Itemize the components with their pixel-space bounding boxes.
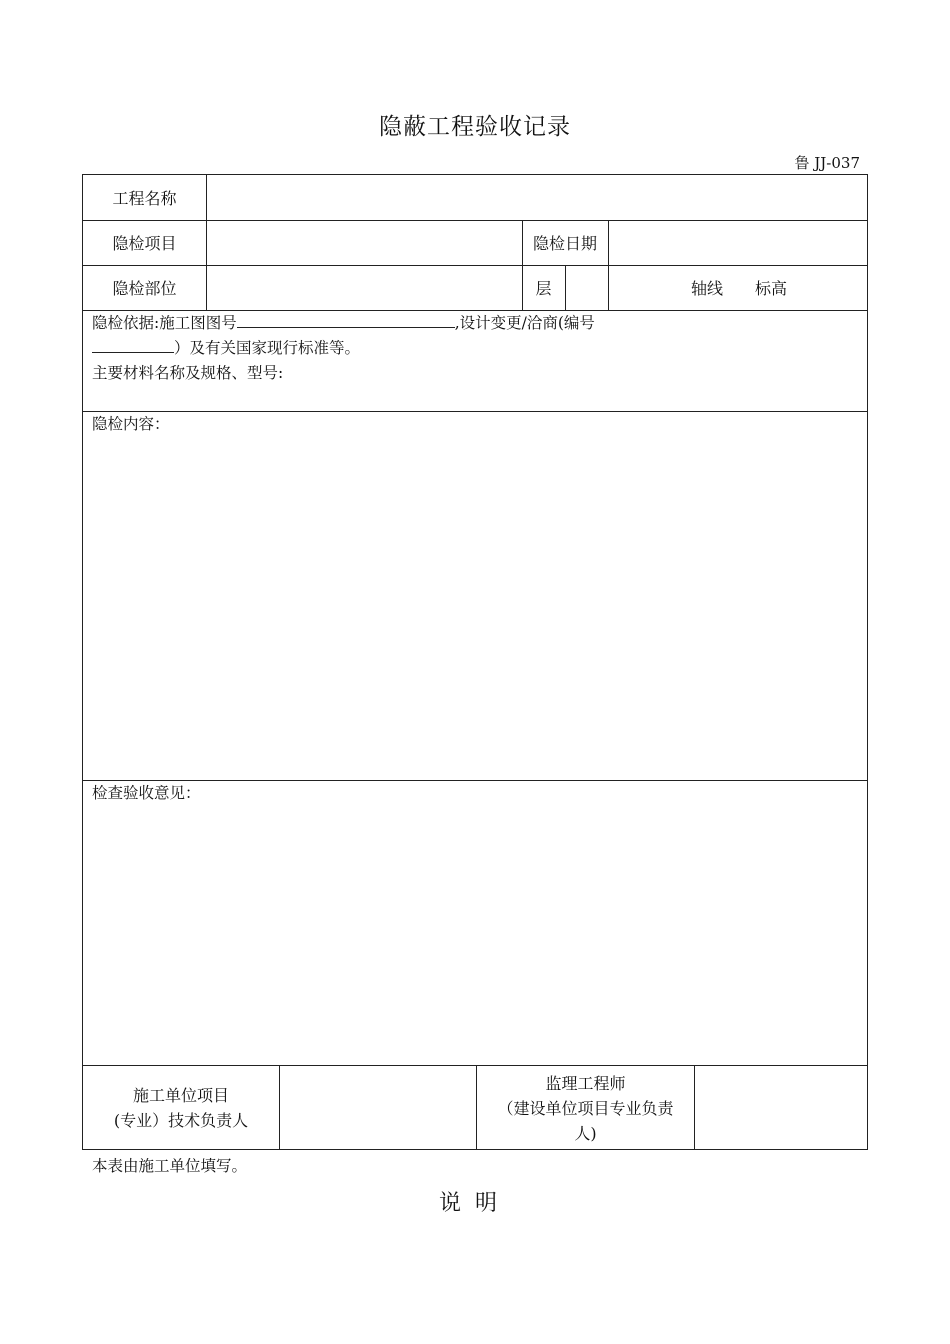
row-divider: [83, 411, 867, 412]
inspection-content-label: 隐检内容：: [92, 415, 170, 433]
basis-line-2: [92, 336, 360, 361]
floor-label: 层: [535, 279, 552, 298]
row-divider: [83, 780, 867, 781]
inspection-item-label: 隐检项目: [112, 234, 177, 253]
inspection-opinion-area[interactable]: [84, 806, 866, 1062]
inspection-date-field[interactable]: [609, 220, 867, 265]
project-name-field[interactable]: [207, 175, 867, 220]
basis-line-1: [92, 311, 595, 336]
supervisor-label-line-3: 人): [574, 1124, 597, 1143]
supervisor-label-line-2: （建设单位项目专业负责: [497, 1099, 674, 1118]
inspection-location-label: 隐检部位: [112, 279, 177, 298]
supervisor-signature-field[interactable]: [695, 1066, 867, 1150]
contractor-label-line-2: (专业）技术负责人: [113, 1111, 249, 1130]
contractor-signature-field[interactable]: [280, 1066, 475, 1150]
project-name-label: 工程名称: [112, 189, 177, 208]
contractor-label-line-1: 施工单位项目: [132, 1086, 229, 1105]
inspection-item-field[interactable]: [207, 220, 522, 265]
inspection-date-label: 隐检日期: [532, 234, 597, 253]
supervisor-signatory-label: [477, 1071, 694, 1146]
basis-standards-label: ）及有关国家现行标准等。: [174, 339, 361, 357]
explanation-heading: 说明: [438, 1191, 511, 1216]
footer-note: 本表由施工单位填写。: [92, 1157, 248, 1175]
inspection-content-area[interactable]: [84, 437, 866, 777]
elevation-label: 标高: [754, 279, 787, 298]
materials-label: 主要材料名称及规格、型号:: [92, 364, 284, 382]
floor-field[interactable]: [566, 265, 608, 310]
basis-drawing-label: 隐检依据:施工图图号: [92, 314, 237, 332]
supervisor-label-line-1: 监理工程师: [545, 1074, 626, 1093]
basis-change-label: ,设计变更/洽商(编号: [454, 314, 595, 332]
drawing-number-blank[interactable]: [237, 311, 455, 328]
form-code: 鲁 JJ-037: [794, 154, 860, 172]
change-number-blank[interactable]: [92, 336, 174, 353]
axis-label: 轴线: [690, 279, 723, 298]
inspection-location-field[interactable]: [207, 265, 522, 310]
inspection-form-table: [82, 174, 868, 1150]
inspection-opinion-label: 检查验收意见：: [92, 784, 201, 802]
page-title: 隐蔽工程验收记录: [379, 114, 571, 140]
contractor-signatory-label: [83, 1083, 279, 1133]
